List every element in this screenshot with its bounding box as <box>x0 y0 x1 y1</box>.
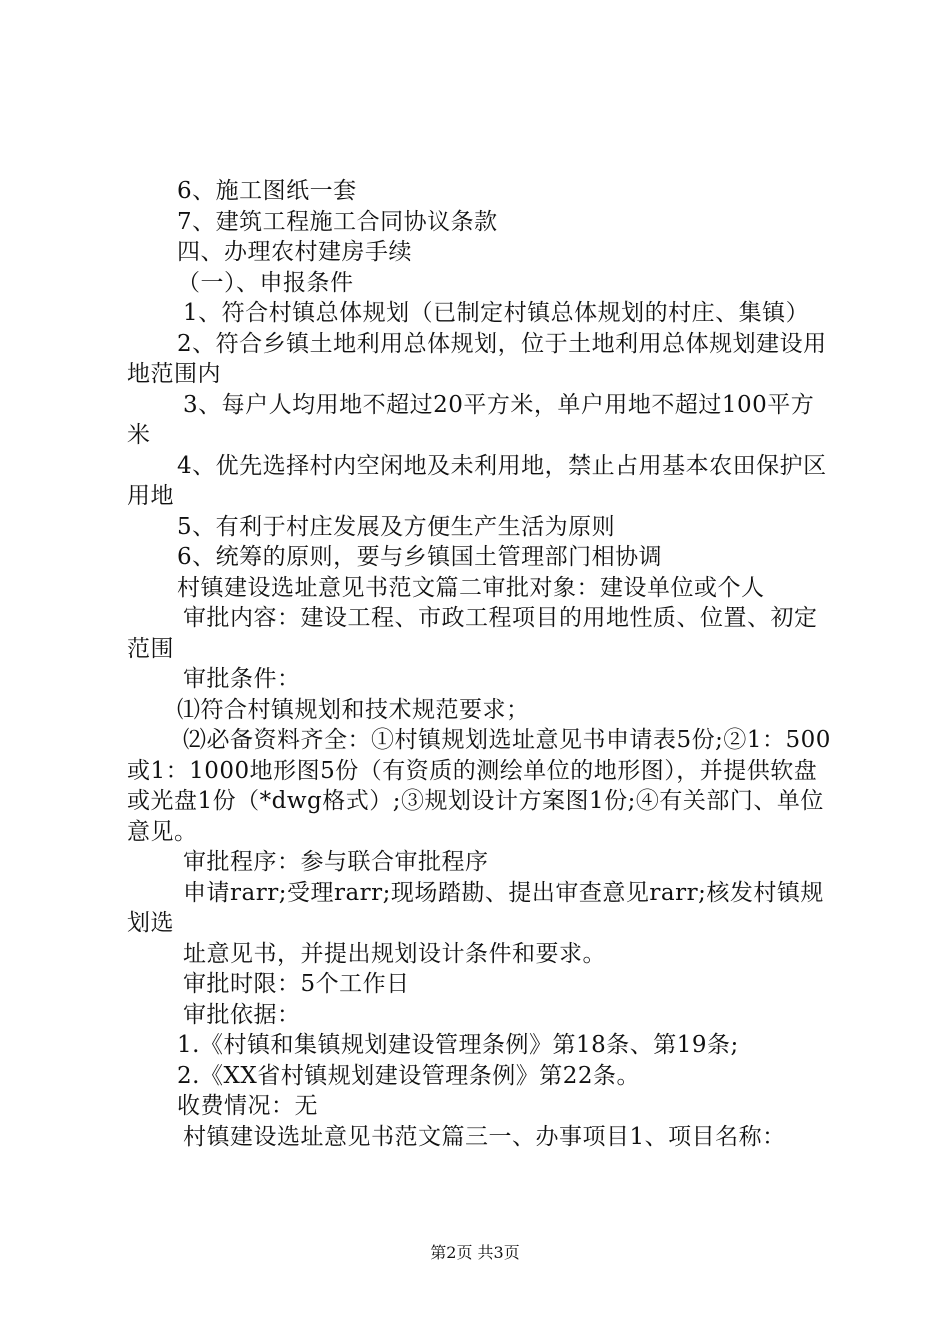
paragraph: 1.《村镇和集镇规划建设管理条例》第18条、第19条; <box>177 1032 739 1058</box>
paragraph: 6、施工图纸一套 <box>177 178 357 204</box>
paragraph: 申请rarr;受理rarr;现场踏勘、提出审查意见rarr;核发村镇规划选 <box>127 879 824 936</box>
paragraph: 审批程序：参与联合审批程序 <box>183 849 489 875</box>
paragraph: 审批依据： <box>183 1001 301 1028</box>
paragraph: 2、符合乡镇土地利用总体规划，位于土地利用总体规划建设用地范围内 <box>127 330 827 387</box>
paragraph: 四、办理农村建房手续 <box>177 239 412 265</box>
paragraph: 村镇建设选址意见书范文篇三一、办事项目1、项目名称： <box>183 1123 786 1150</box>
paragraph: 3、每户人均用地不超过20平方米，单户用地不超过100平方米 <box>127 391 815 448</box>
paragraph: ⑴符合村镇规划和技术规范要求； <box>177 696 530 723</box>
paragraph: 1、符合村镇总体规划（已制定村镇总体规划的村庄、集镇） <box>183 300 810 326</box>
paragraph: 址意见书，并提出规划设计条件和要求。 <box>183 940 606 967</box>
paragraph: 5、有利于村庄发展及方便生产生活为原则 <box>177 513 616 540</box>
paragraph: 村镇建设选址意见书范文篇二审批对象：建设单位或个人 <box>177 574 765 601</box>
document-body <box>127 176 837 1152</box>
page-footer: 第2页 共3页 <box>430 1243 520 1262</box>
paragraph: 6、统筹的原则，要与乡镇国土管理部门相协调 <box>177 544 663 570</box>
paragraph: 4、优先选择村内空闲地及未利用地，禁止占用基本农田保护区用地 <box>127 452 827 509</box>
paragraph: （一）、申报条件 <box>177 269 354 296</box>
paragraph: 7、建筑工程施工合同协议条款 <box>177 208 498 235</box>
paragraph: ⑵必备资料齐全：①村镇规划选址意见书申请表5份;②1：500或1：1000地形图5份（有资质的测绘单位的地形图），并提供软盘或光盘1份（*dwg格式）;③规划设计方案图1份;④有关部门、单位意见。 <box>127 727 831 845</box>
paragraph: 审批内容：建设工程、市政工程项目的用地性质、位置、初定范围 <box>127 605 818 662</box>
paragraph: 审批条件： <box>183 666 301 692</box>
paragraph: 审批时限：5个工作日 <box>183 971 410 997</box>
paragraph: 2.《XX省村镇规划建设管理条例》第22条。 <box>177 1062 640 1089</box>
paragraph: 收费情况：无 <box>177 1093 318 1119</box>
